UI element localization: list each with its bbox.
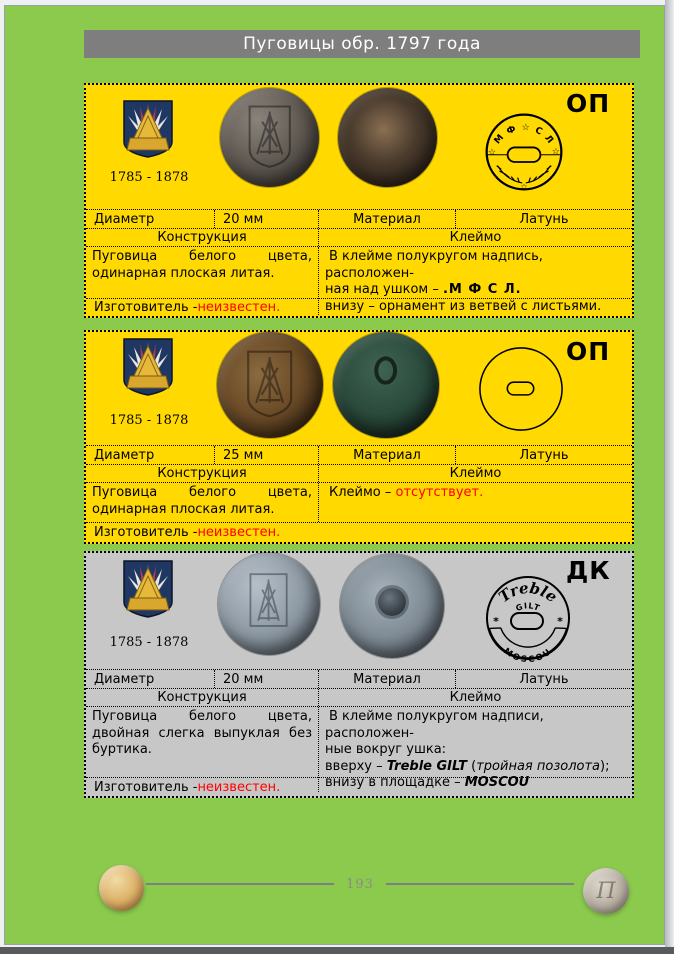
card3-media [86,553,632,669]
years-label: 1785 - 1878 [109,413,189,428]
stamp-header: Клеймо [318,229,632,246]
button-front-photo [217,332,323,438]
button-card-3 [84,551,634,798]
stamp-star-left: * [493,615,499,628]
manufacturer-row: Изготовитель - неизвестен. [94,300,281,315]
division-tag: ДК [566,556,611,585]
card1-media [86,85,632,209]
svg-text:MOSCOU [502,646,555,663]
footer-silver-button-photo [583,868,629,914]
material-label: Материал [318,446,455,464]
construction-header: Конструкция [157,690,247,705]
years-label: 1785 - 1878 [109,170,189,185]
construction-text: Пуговица белого цвета, одинарная плоская литая. [92,249,312,281]
stamp-arc-letters: ☆ М Ф ☆ С Л ☆ [487,122,561,158]
diameter-label: Диаметр [94,211,155,227]
material-value: Латунь [455,446,632,464]
card2-media [86,332,632,445]
stamp-description: В клейме полукругом надпись, расположен- ная над ушком – .М Ф С Л. внизу – орнамент из ветвей с листьями. [318,247,632,315]
manufacturer-unknown: неизвестен. [197,525,281,540]
coat-of-arms-image [122,100,174,158]
stamp-bottom-star: ☆ [520,181,528,192]
stamp-moscou-text: MOSCOU [501,646,555,663]
material-value: Латунь [455,670,632,688]
stamp-treble-text: Treble [495,578,561,607]
moscou-text: MOSCOU [464,775,530,790]
stamp-drawing [483,573,573,663]
material-value: Латунь [455,210,632,228]
material-label: Материал [318,670,455,688]
footer-rule-left [146,883,334,885]
footer [146,876,574,892]
stamp-star-right: * [557,615,563,628]
diameter-label: Диаметр [94,671,155,687]
manufacturer-unknown: неизвестен. [197,780,281,795]
division-tag: ОП [566,337,611,366]
footer-page-number: 193 [346,876,374,892]
division-tag: ОП [566,89,611,118]
stamp-header: Клеймо [318,689,632,706]
construction-text: Пуговица белого цвета, двойная слегка выпуклая без буртика. [92,709,312,757]
stamp-description: В клейме полукругом надписи, расположен- ные вокруг ушка: вверху – Treble GILT (тройная позолота); внизу в площадке – MOSCOU [318,707,632,792]
stamp-letters: .М Ф С Л. [442,282,522,297]
button-card-1 [84,83,634,318]
stamp-description: Клеймо – отсутствует. [318,483,632,522]
construction-header: Конструкция [157,466,247,481]
button-card-2 [84,330,634,544]
years-label: 1785 - 1878 [109,635,189,650]
coat-of-arms-image [122,338,174,396]
page-title-bar [84,30,640,58]
diameter-value: 20 мм [214,210,318,228]
stamp-header: Клеймо [318,465,632,482]
diameter-value: 20 мм [214,670,318,688]
manufacturer-unknown: неизвестен. [197,300,281,315]
stamp-drawing [477,345,565,433]
button-back-photo [338,88,437,187]
window-bottom-bar [0,947,674,954]
construction-header: Конструкция [157,230,247,245]
footer-gold-button-photo [99,865,144,911]
svg-text:GILT [515,601,542,613]
monogram-p: П [596,878,616,904]
button-front-photo [220,88,319,187]
button-front-photo [218,553,320,655]
stamp-missing: отсутствует. [395,485,484,500]
diameter-value: 25 мм [214,446,318,464]
material-label: Материал [318,210,455,228]
construction-text: Пуговица белого цвета, одинарная плоская литая. [92,485,312,517]
button-shank [378,588,406,616]
stamp-gilt-text: GILT [514,601,542,614]
manufacturer-row: Изготовитель - неизвестен. [94,780,281,795]
stamp-drawing [483,111,565,193]
treble-gilt-text: Treble GILT [386,758,468,774]
button-back-photo [340,554,444,658]
diameter-label: Диаметр [94,447,155,463]
page-title: Пуговицы обр. 1797 года [243,34,481,54]
coat-of-arms-image [122,560,174,618]
manufacturer-row: Изготовитель - неизвестен. [94,525,281,540]
window-right-edge [665,0,674,947]
footer-rule-right [386,883,574,885]
button-back-photo [333,332,439,438]
